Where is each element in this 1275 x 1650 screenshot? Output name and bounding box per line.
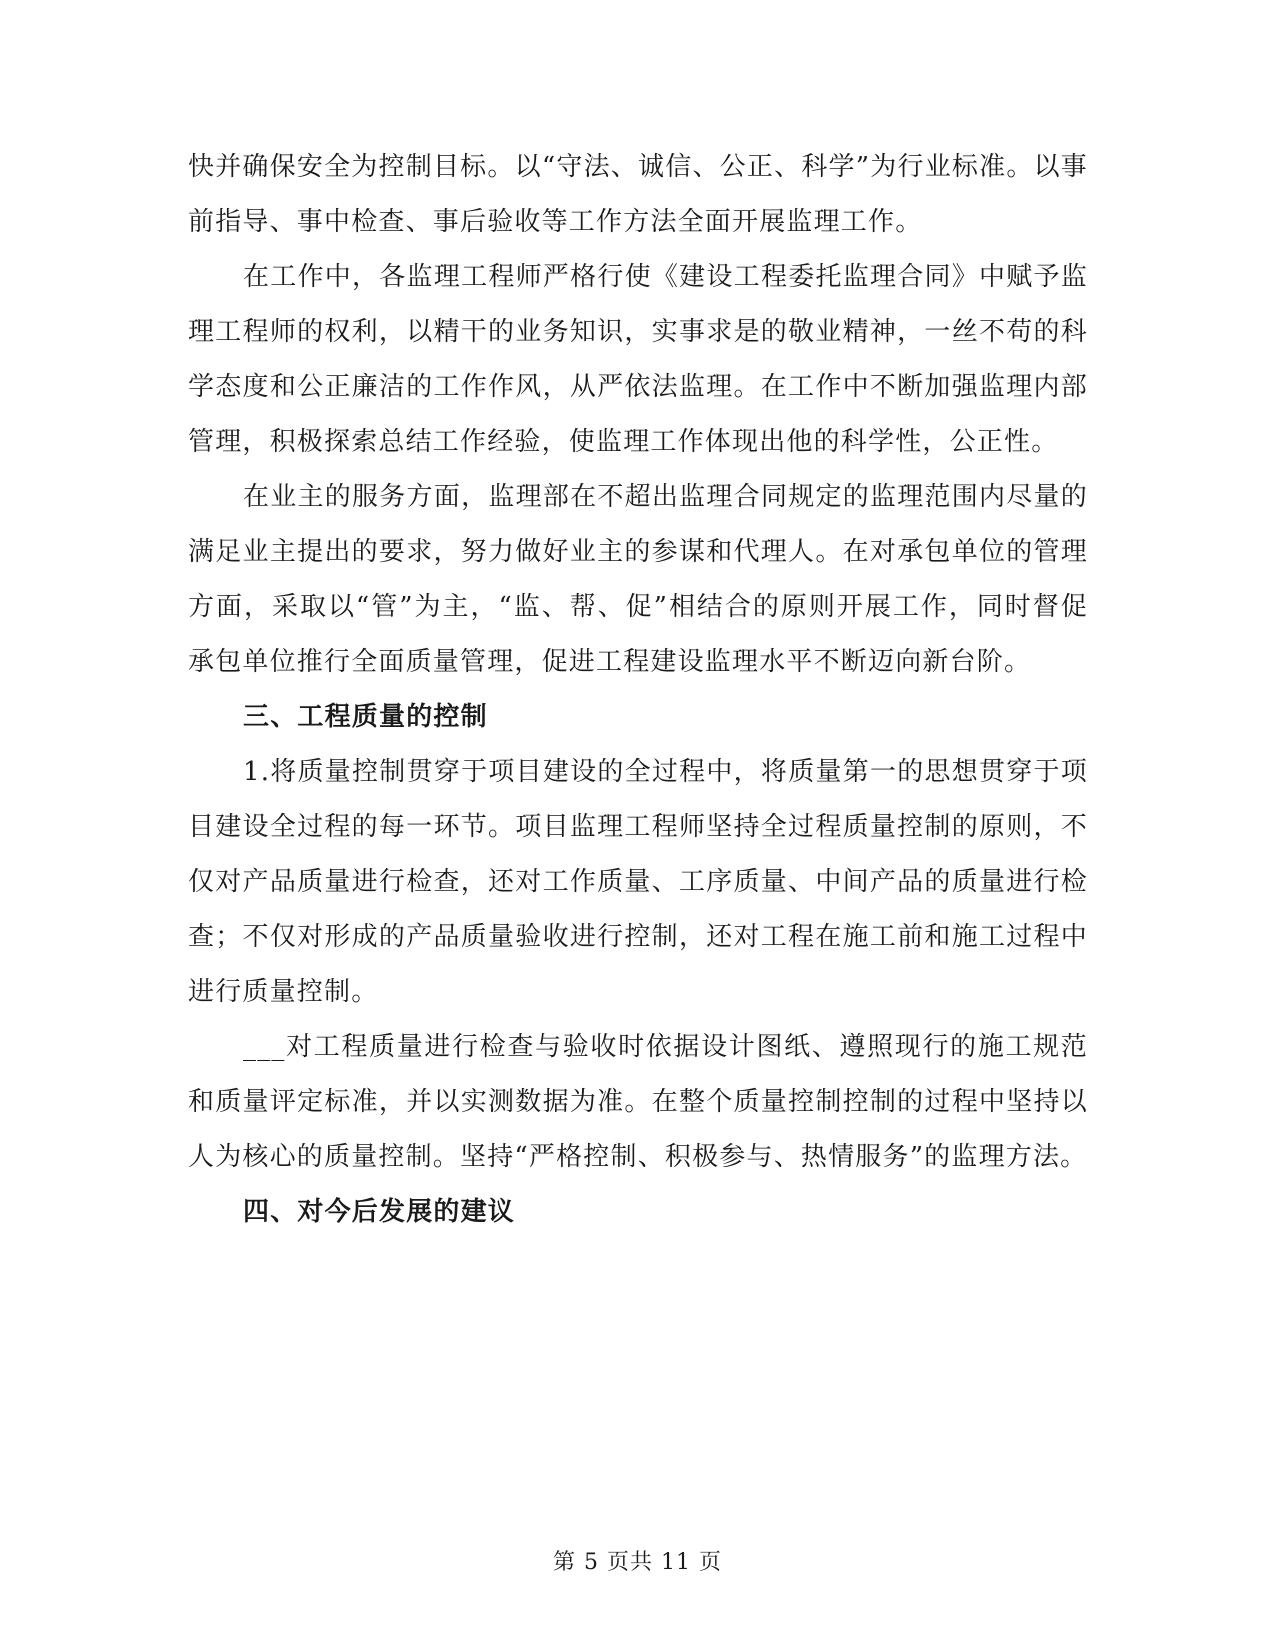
paragraph-work-conduct: 在工作中，各监理工程师严格行使《建设工程委托监理合同》中赋予监理工程师的权利，以精干的业务知识，实事求是的敬业精神，一丝不苟的科学态度和公正廉洁的工作作风，从严依法监理。在工作中不断加强监理内部管理，积极探索总结工作经验，使监理工作体现出他的科学性，公正性。 <box>188 262 1088 457</box>
paragraph-quality-process: 1.将质量控制贯穿于项目建设的全过程中，将质量第一的思想贯穿于项目建设全过程的每一环节。项目监理工程师坚持全过程质量控制的原则，不仅对产品质量进行检查，还对工作质量、工序质量、中间产品的质量进行检查；不仅对形成的产品质量验收进行控制，还对工程在施工前和施工过程中进行质量控制。 <box>188 757 1088 1007</box>
page-footer: 第 5 页共 11 页 <box>553 1550 722 1575</box>
paragraph-quality-inspection: ___对工程质量进行检查与验收时依据设计图纸、遵照现行的施工规范和质量评定标准，并以实测数据为准。在整个质量控制控制的过程中坚持以人为核心的质量控制。坚持“严格控制、积极参与、热情服务”的监理方法。 <box>188 1032 1088 1172</box>
section-heading-quality-control: 三、工程质量的控制 <box>243 702 488 732</box>
paragraph-owner-service: 在业主的服务方面，监理部在不超出监理合同规定的监理范围内尽量的满足业主提出的要求，努力做好业主的参谋和代理人。在对承包单位的管理方面，采取以“管”为主，“监、帮、促”相结合的原则开展工作，同时督促承包单位推行全面质量管理，促进工程建设监理水平不断迈向新台阶。 <box>188 482 1088 677</box>
paragraph-continuation: 快并确保安全为控制目标。以“守法、诚信、公正、科学”为行业标准。以事前指导、事中检查、事后验收等工作方法全面开展监理工作。 <box>188 152 1088 237</box>
document-body <box>188 140 1088 1240</box>
section-heading-suggestions: 四、对今后发展的建议 <box>243 1197 516 1227</box>
